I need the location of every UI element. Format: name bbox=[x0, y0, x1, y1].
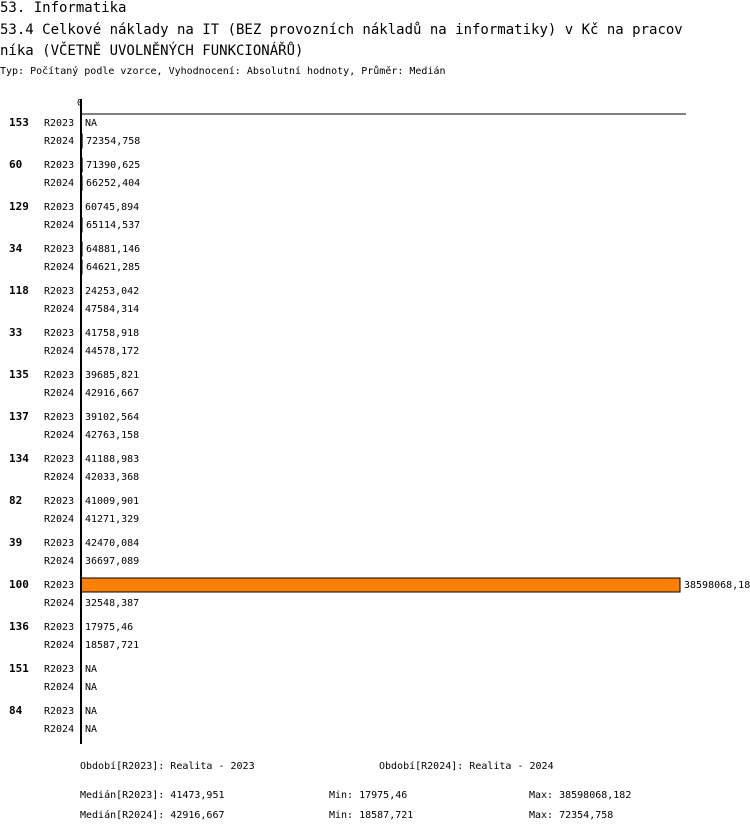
median-2023: Medián[R2023]: 41473,951 bbox=[80, 790, 225, 801]
value-label: 47584,314 bbox=[85, 304, 140, 315]
series-label: R2023 bbox=[44, 160, 75, 171]
chart-subtitle: Typ: Počítaný podle vzorce, Vyhodnocení: Absolutní hodnoty, Průměr: Medián bbox=[0, 66, 446, 77]
value-label: NA bbox=[85, 118, 98, 129]
value-label: NA bbox=[85, 664, 98, 675]
value-label: NA bbox=[85, 724, 98, 735]
group-label: 137 bbox=[9, 410, 29, 423]
series-label: R2024 bbox=[44, 640, 75, 651]
value-label: NA bbox=[85, 706, 98, 717]
series-label: R2023 bbox=[44, 370, 75, 381]
series-label: R2023 bbox=[44, 328, 75, 339]
value-label: 42033,368 bbox=[85, 472, 140, 483]
min-2024: Min: 18587,721 bbox=[329, 810, 414, 821]
series-label: R2024 bbox=[44, 514, 75, 525]
value-label: 41758,918 bbox=[85, 328, 140, 339]
value-label: 42916,667 bbox=[85, 388, 140, 399]
series-label: R2024 bbox=[44, 388, 75, 399]
series-label: R2024 bbox=[44, 556, 75, 567]
value-label: 64621,285 bbox=[86, 262, 141, 273]
value-label: 41271,329 bbox=[85, 514, 140, 525]
series-label: R2023 bbox=[44, 286, 75, 297]
series-label: R2024 bbox=[44, 430, 75, 441]
series-label: R2024 bbox=[44, 598, 75, 609]
chart-title-line2: níka (VČETNĚ UVOLNĚNÝCH FUNKCIONÁŘŮ) bbox=[0, 43, 304, 59]
value-label: 41009,901 bbox=[85, 496, 140, 507]
chart-title-line1: 53.4 Celkové náklady na IT (BEZ provozních nákladů na informatiky) v Kč na pracov bbox=[0, 22, 683, 38]
series-label: R2024 bbox=[44, 136, 75, 147]
group-label: 136 bbox=[9, 620, 29, 633]
series-label: R2023 bbox=[44, 118, 75, 129]
group-label: 129 bbox=[9, 200, 29, 213]
legend-period-2024: Období[R2024]: Realita - 2024 bbox=[379, 761, 554, 772]
value-label: 60745,894 bbox=[85, 202, 140, 213]
group-label: 33 bbox=[9, 326, 23, 339]
series-label: R2023 bbox=[44, 538, 75, 549]
value-label: 72354,758 bbox=[86, 136, 141, 147]
group-label: 84 bbox=[9, 704, 23, 717]
series-label: R2024 bbox=[44, 304, 75, 315]
value-label: 41188,983 bbox=[85, 454, 140, 465]
series-label: R2024 bbox=[44, 178, 75, 189]
group-label: 39 bbox=[9, 536, 23, 549]
value-label: 32548,387 bbox=[85, 598, 140, 609]
group-label: 100 bbox=[9, 578, 29, 591]
value-label: 18587,721 bbox=[85, 640, 140, 651]
group-label: 34 bbox=[9, 242, 23, 255]
value-label: 39685,821 bbox=[85, 370, 140, 381]
section-title: 53. Informatika bbox=[0, 0, 127, 16]
value-label: 71390,625 bbox=[86, 160, 141, 171]
group-label: 60 bbox=[9, 158, 23, 171]
value-label: 38598068,18 bbox=[684, 580, 750, 591]
group-label: 151 bbox=[9, 662, 29, 675]
median-2024: Medián[R2024]: 42916,667 bbox=[80, 810, 225, 821]
series-label: R2023 bbox=[44, 202, 75, 213]
legend-period-2023: Období[R2023]: Realita - 2023 bbox=[80, 761, 255, 772]
series-label: R2023 bbox=[44, 412, 75, 423]
series-label: R2024 bbox=[44, 472, 75, 483]
series-label: R2024 bbox=[44, 346, 75, 357]
group-label: 153 bbox=[9, 116, 29, 129]
series-label: R2024 bbox=[44, 724, 75, 735]
series-label: R2023 bbox=[44, 244, 75, 255]
value-label: 36697,089 bbox=[85, 556, 140, 567]
series-label: R2023 bbox=[44, 496, 75, 507]
value-label: 42763,158 bbox=[85, 430, 140, 441]
axis-zero-label: 0 bbox=[77, 98, 83, 109]
group-label: 135 bbox=[9, 368, 29, 381]
value-label: NA bbox=[85, 682, 98, 693]
series-label: R2023 bbox=[44, 664, 75, 675]
series-label: R2023 bbox=[44, 706, 75, 717]
group-label: 82 bbox=[9, 494, 23, 507]
value-label: 66252,404 bbox=[86, 178, 141, 189]
series-label: R2023 bbox=[44, 580, 75, 591]
value-label: 24253,042 bbox=[85, 286, 140, 297]
value-label: 64881,146 bbox=[86, 244, 141, 255]
max-2024: Max: 72354,758 bbox=[529, 810, 614, 821]
value-label: 39102,564 bbox=[85, 412, 140, 423]
min-2023: Min: 17975,46 bbox=[329, 790, 408, 801]
value-label: 42470,084 bbox=[85, 538, 140, 549]
bar bbox=[81, 578, 680, 592]
series-label: R2024 bbox=[44, 682, 75, 693]
value-label: 17975,46 bbox=[85, 622, 134, 633]
series-label: R2023 bbox=[44, 622, 75, 633]
series-label: R2024 bbox=[44, 220, 75, 231]
group-label: 118 bbox=[9, 284, 29, 297]
value-label: 65114,537 bbox=[86, 220, 141, 231]
series-label: R2023 bbox=[44, 454, 75, 465]
group-label: 134 bbox=[9, 452, 29, 465]
series-label: R2024 bbox=[44, 262, 75, 273]
max-2023: Max: 38598068,182 bbox=[529, 790, 632, 801]
value-label: 44578,172 bbox=[85, 346, 140, 357]
